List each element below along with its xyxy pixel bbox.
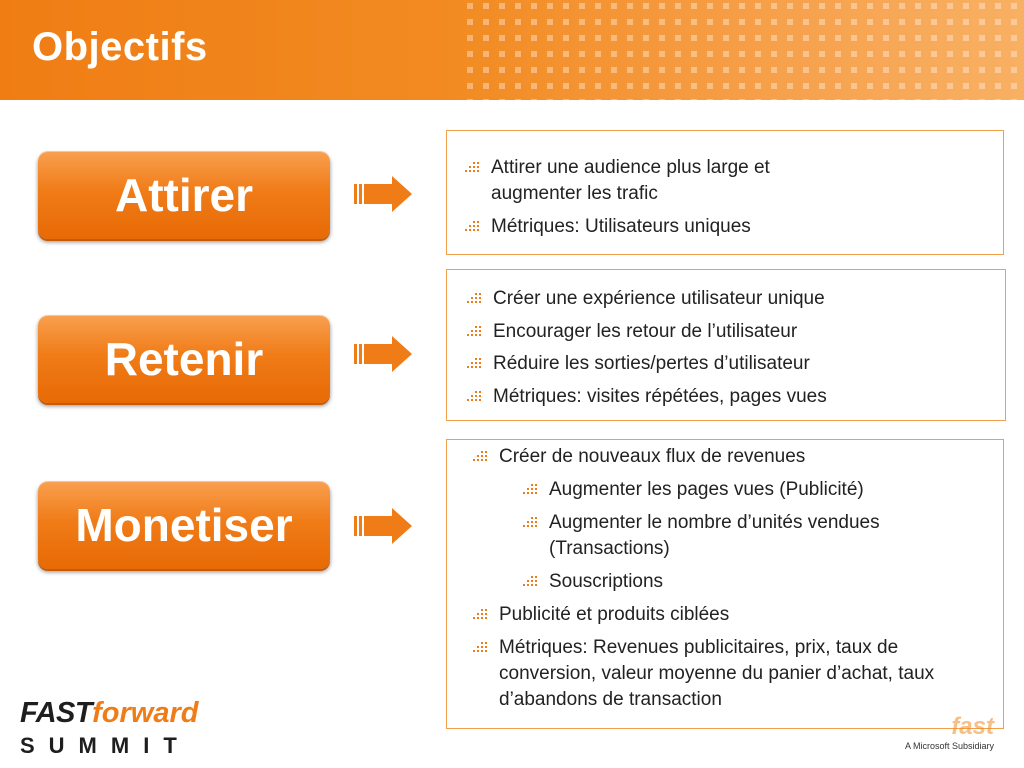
attirer-box (446, 130, 1004, 255)
microsoft-subsidiary-text: A Microsoft Subsidiary (904, 741, 994, 751)
arrow-right-icon (354, 336, 414, 372)
bullet-text: Créer de nouveaux flux de revenues (499, 446, 806, 467)
fastforward-summit-logo (20, 697, 199, 758)
bullet-dots-icon (467, 358, 481, 372)
header-bar (0, 0, 1024, 100)
retenir-box (446, 269, 1006, 421)
fast-logo-word: fast (951, 713, 994, 740)
bullet-dots-icon (523, 517, 537, 531)
list-item (465, 214, 985, 240)
page-title: Objectifs (32, 25, 208, 69)
bullet-dots-icon (523, 484, 537, 498)
bullet-dots-icon (467, 326, 481, 340)
bullet-text: Créer une expérience utilisateur unique (493, 288, 825, 309)
list-item (473, 602, 973, 628)
bullet-dots-icon (465, 162, 479, 176)
attirer-pill: Attirer (38, 151, 330, 239)
logo-summit-text: SUMMIT (20, 733, 191, 758)
monetiser-box (446, 439, 1004, 729)
bullet-dots-icon (467, 293, 481, 307)
bullet-text: Publicité et produits ciblées (499, 604, 730, 625)
bullet-dots-icon (465, 221, 479, 235)
list-item (523, 569, 973, 595)
bullet-dots-icon (473, 609, 487, 623)
list-item (467, 351, 987, 377)
bullet-text: Encourager les retour de l’utilisateur (493, 321, 798, 342)
bullet-text: Souscriptions (549, 571, 664, 592)
bullet-text: Métriques: visites répétées, pages vues (493, 386, 827, 407)
bullet-dots-icon (467, 391, 481, 405)
list-item (467, 384, 987, 410)
bullet-text: Augmenter le nombre d’unités vendues (Transactions) (549, 512, 880, 559)
logo-forward-text: forward (92, 697, 199, 729)
list-item (467, 319, 987, 345)
list-item (473, 635, 973, 713)
bullet-text: Métriques: Utilisateurs uniques (491, 216, 751, 237)
retenir-pill: Retenir (38, 315, 330, 403)
bullet-dots-icon (473, 451, 487, 465)
list-item (523, 477, 973, 503)
fast-microsoft-logo (896, 713, 996, 753)
bullet-text: Réduire les sorties/pertes d’utilisateur (493, 353, 810, 374)
list-item (473, 444, 973, 470)
bullet-dots-icon (523, 576, 537, 590)
monetiser-pill: Monetiser (38, 481, 330, 569)
bullet-text: Métriques: Revenues publicitaires, prix, taux de conversion, valeur moyenne du panier d’achat, taux d’abandons de transaction (499, 637, 935, 710)
header-dot-pattern (464, 0, 1024, 100)
bullet-dots-icon (473, 642, 487, 656)
list-item (465, 155, 835, 207)
list-item (523, 510, 973, 562)
bullet-text: Attirer une audience plus large et augmenter les trafic (491, 157, 770, 204)
arrow-right-icon (354, 176, 414, 212)
bullet-text: Augmenter les pages vues (Publicité) (549, 479, 864, 500)
logo-fast-text: FAST (20, 697, 93, 729)
arrow-right-icon (354, 508, 414, 544)
list-item (467, 286, 987, 312)
